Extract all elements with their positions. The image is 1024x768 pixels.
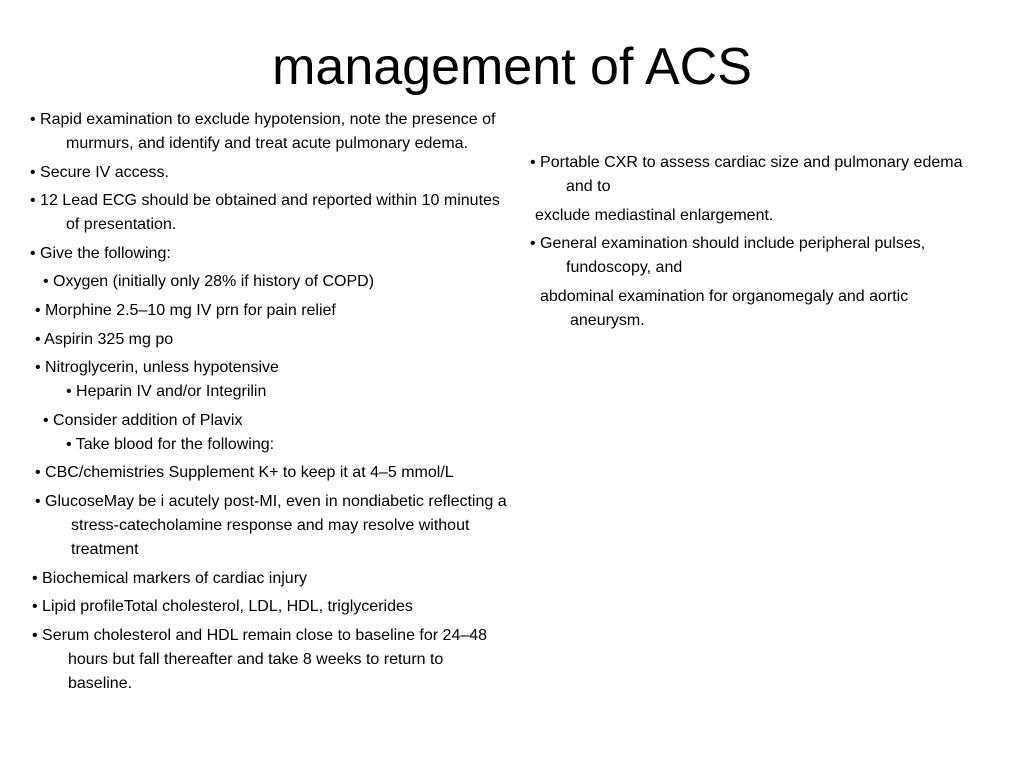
list-item: • CBC/chemistries Supplement K+ to keep it at 4–5 mmol/L (35, 464, 454, 482)
list-item: • General examination should include peripheral pulses, fundoscopy, and (530, 235, 926, 277)
list-item: exclude mediastinal enlargement. (535, 206, 774, 224)
list-item: abdominal examination for organomegaly and aortic aneurysm. (540, 287, 909, 329)
list-item: • 12 Lead ECG should be obtained and reported within 10 minutes of presentation. (30, 192, 500, 234)
slide-title: management of ACS (272, 38, 752, 96)
list-item: • Nitroglycerin, unless hypotensive (35, 359, 279, 377)
left-column (30, 108, 508, 700)
list-item: • Portable CXR to assess cardiac size and pulmonary edema and to (530, 154, 963, 195)
right-column (530, 151, 970, 337)
list-item: • Serum cholesterol and HDL remain close to baseline for 24–48 hours but fall thereafter and take 8 weeks to return to baseline. (32, 626, 488, 692)
list-item: • Biochemical markers of cardiac injury (32, 569, 308, 587)
list-item: • Lipid profileTotal cholesterol, LDL, HDL, triglycerides (32, 598, 413, 616)
list-item: • Rapid examination to exclude hypotension, note the presence of murmurs, and identify and treat acute pulmonary edema. (30, 111, 496, 152)
list-item: • Give the following: (30, 244, 171, 262)
list-item: • Heparin IV and/or Integrilin (66, 383, 267, 401)
list-item: • Secure IV access. (30, 163, 169, 181)
list-item: • Consider addition of Plavix (43, 411, 243, 429)
list-item: • Oxygen (initially only 28% if history of COPD) (43, 273, 375, 291)
list-item: • GlucoseMay be i acutely post-MI, even in nondiabetic reflecting a stress-catecholamine response and may resolve without treatment (35, 492, 507, 558)
list-item: • Take blood for the following: (66, 435, 275, 453)
list-item: • Aspirin 325 mg po (35, 330, 174, 348)
list-item: • Morphine 2.5–10 mg IV prn for pain relief (35, 301, 336, 319)
